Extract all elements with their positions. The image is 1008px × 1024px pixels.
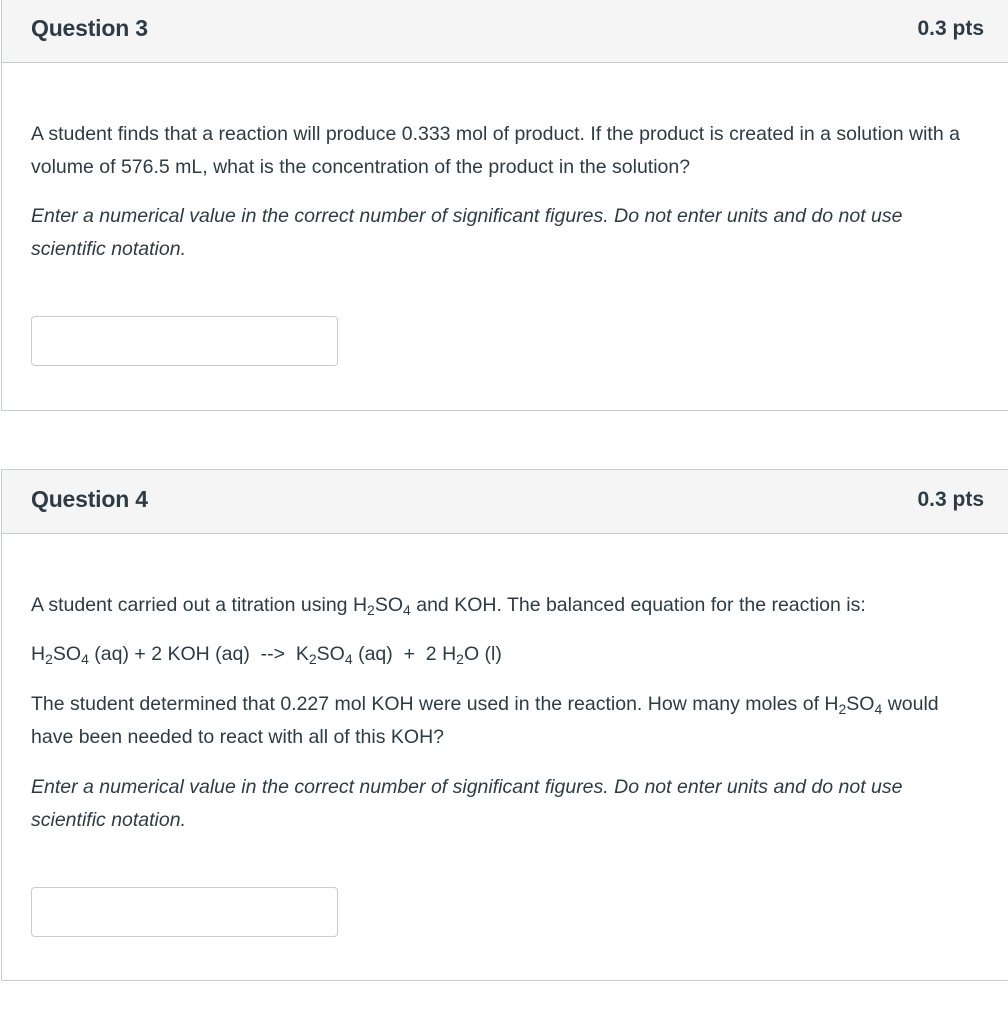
- question-4-instructions: Enter a numerical value in the correct number of significant figures. Do not enter units and do not use scientific notation.: [31, 776, 903, 831]
- question-3-instructions: Enter a numerical value in the correct number of significant figures. Do not enter units and do not use scientific notation.: [31, 205, 903, 260]
- question-4-header: [2, 470, 1008, 534]
- question-4-equation: $H_2SO_4$ (aq) + 2 KOH (aq) --> $K_2SO_4$ (aq) + 2 $H_2O$ (l): [31, 643, 502, 667]
- question-3-answer-input[interactable]: [31, 316, 338, 366]
- question-3-title: Question 3: [31, 15, 148, 41]
- question-3-points: 0.3 pts: [917, 17, 984, 40]
- question-3-prompt: A student finds that a reaction will produce 0.333 mol of product. If the product is created in a solution with a volume of 576.5 mL, what is the concentration of the product in the solution?: [31, 123, 960, 178]
- question-3-card: [1, 0, 1008, 411]
- question-4-points: 0.3 pts: [917, 488, 984, 511]
- question-4-prompt: A student carried out a titration using $H_2SO_4$ and KOH. The balanced equation for the reaction is:: [31, 594, 866, 618]
- question-4-title: Question 4: [31, 486, 148, 512]
- question-4-card: [1, 469, 1008, 981]
- question-4-prompt-2: The student determined that 0.227 mol KOH were used in the reaction. How many moles of $H_2SO_4$ would have been needed to react with all of this KOH?: [31, 693, 939, 748]
- question-3-header: [2, 0, 1008, 63]
- question-4-answer-input[interactable]: [31, 887, 338, 937]
